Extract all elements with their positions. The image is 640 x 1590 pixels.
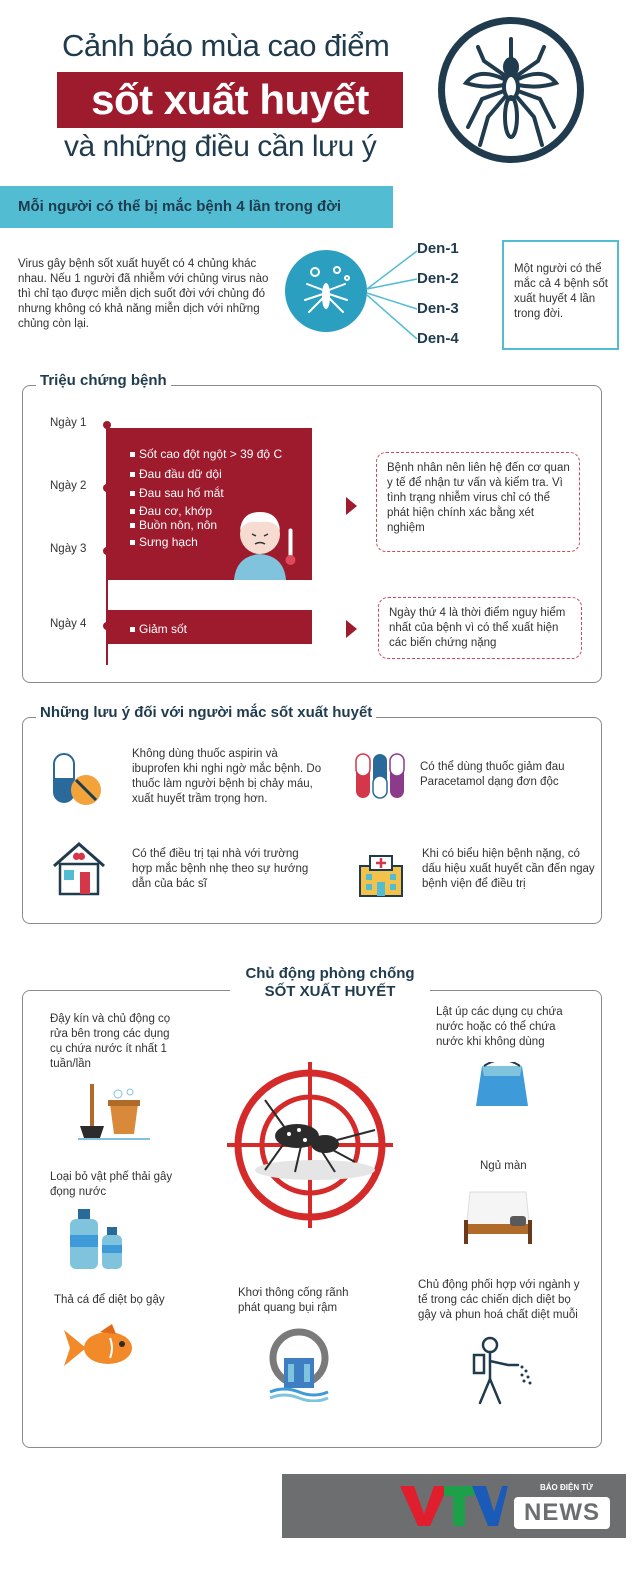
bucket-icon <box>474 1062 530 1110</box>
strain-den-4: Den-4 <box>417 330 459 347</box>
house-icon <box>50 838 108 898</box>
prevention-item-5: Thả cá để diệt bọ gậy <box>54 1294 165 1306</box>
strain-den-3: Den-3 <box>417 300 459 317</box>
prevention-title-1: Chủ động phòng chống <box>245 965 415 982</box>
prevention-item-6: Khơi thông cống rãnh phát quang bụi rậm <box>238 1287 349 1314</box>
advice-box-2: Ngày thứ 4 là thời điểm nguy hiểm nhất của bệnh vì có thể xuất hiện các biến chứng nặng <box>378 597 582 659</box>
symptom-item: Buồn nôn, nôn <box>130 518 217 532</box>
arrow-icon <box>346 620 357 638</box>
strain-den-2: Den-2 <box>417 270 459 287</box>
prevention-item-4: Loại bỏ vật phế thải gây đọng nước <box>50 1171 173 1198</box>
day-4-label: Ngày 4 <box>50 618 87 630</box>
virus-mosquito-icon <box>285 250 367 332</box>
note-2: Có thể dùng thuốc giảm đau Paracetamol dạng đơn độc <box>420 761 565 788</box>
water-bottles-icon <box>68 1205 124 1271</box>
prevention-item-3: Ngủ màn <box>480 1160 527 1172</box>
symptoms-title: Triệu chứng bệnh <box>36 372 171 389</box>
notes-title: Những lưu ý đối với người mắc sốt xuất huyết <box>36 704 376 721</box>
symptom-item: Đau đầu dữ dội <box>130 467 222 481</box>
arrow-icon <box>346 497 357 515</box>
capsules-icon <box>352 752 408 802</box>
symptom-item: Đau sau hố mắt <box>130 486 224 500</box>
title-line-3: và những điều cần lưu ý <box>64 130 377 163</box>
footer-label: BÁO ĐIỆN TỬ <box>540 1483 593 1492</box>
prevention-title-2: SỐT XUẤT HUYẾT <box>264 983 396 1000</box>
day4-symptom: Giảm sốt <box>130 622 187 636</box>
prevention-item-7: Chủ động phối hợp với ngành y tế trong các chiến dịch diệt bọ gậy và phun hoá chất diệt muỗi <box>418 1279 580 1321</box>
cleaning-icon <box>78 1082 150 1140</box>
prevention-item-1: Đậy kín và chủ động cọ rửa bên trong các dụng cụ chứa nước ít nhất 1 tuần/lần <box>50 1013 171 1070</box>
strain-connectors <box>365 245 421 345</box>
section1-text: Virus gây bệnh sốt xuất huyết có 4 chủng khác nhau. Nếu 1 người đã nhiễm với chủng virus nào thì chỉ tạo được miễn dịch suốt đời với chủng đó nhưng không có khả năng miễn dịch với những chủng còn lại. <box>18 258 269 330</box>
footer-news: NEWS <box>524 1499 600 1526</box>
day-3-label: Ngày 3 <box>50 543 87 555</box>
symptom-item: Sốt cao đột ngột > 39 độ C <box>130 447 282 461</box>
sprayer-person-icon <box>468 1335 534 1405</box>
hospital-icon <box>356 852 406 898</box>
day-2-label: Ngày 2 <box>50 480 87 492</box>
symptom-item: Đau cơ, khớp <box>130 504 212 518</box>
prevention-item-2: Lật úp các dụng cụ chứa nước hoặc có thể chứa nước khi không dùng <box>436 1006 563 1048</box>
target-mosquito-icon <box>225 1060 395 1230</box>
vtv-logo-icon <box>398 1482 508 1528</box>
title-line-2: sốt xuất huyết <box>91 76 369 123</box>
goldfish-icon <box>60 1320 142 1376</box>
bed-net-icon <box>460 1190 536 1248</box>
note-1: Không dùng thuốc aspirin và ibuprofen khi nghi ngờ mắc bệnh. Do thuốc làm người bệnh bị chảy máu, xuất huyết trầm trọng hơn. <box>132 748 322 805</box>
title-line-1: Cảnh báo mùa cao điểm <box>62 28 390 63</box>
advice-box-1: Bệnh nhân nên liên hệ đến cơ quan y tế để nhận tư vấn và kiểm tra. Vì tình trạng nhiễm virus chỉ có thể phát hiện chính xác bằng xét nghiệm <box>376 452 580 552</box>
section1-info-box: Một người có thể mắc cả 4 bệnh sốt xuất huyết 4 lần trong đời. <box>502 240 619 350</box>
symptom-item: Sưng hạch <box>130 535 198 549</box>
day-1-label: Ngày 1 <box>50 417 87 429</box>
note-4: Khi có biểu hiện bệnh nặng, có dấu hiệu xuất huyết cần đến ngay bệnh viện để điều trị <box>422 848 595 890</box>
drain-pipe-icon <box>268 1328 330 1402</box>
sick-person-icon <box>228 500 304 580</box>
note-3: Có thể điều trị tại nhà với trường hợp mắc bệnh nhẹ theo sự hướng dẫn của bác sĩ <box>132 848 309 890</box>
strain-den-1: Den-1 <box>417 240 459 257</box>
pill-icon <box>48 750 108 810</box>
mosquito-icon <box>438 17 584 163</box>
section1-title: Mỗi người có thể bị mắc bệnh 4 lần trong đời <box>18 198 342 215</box>
